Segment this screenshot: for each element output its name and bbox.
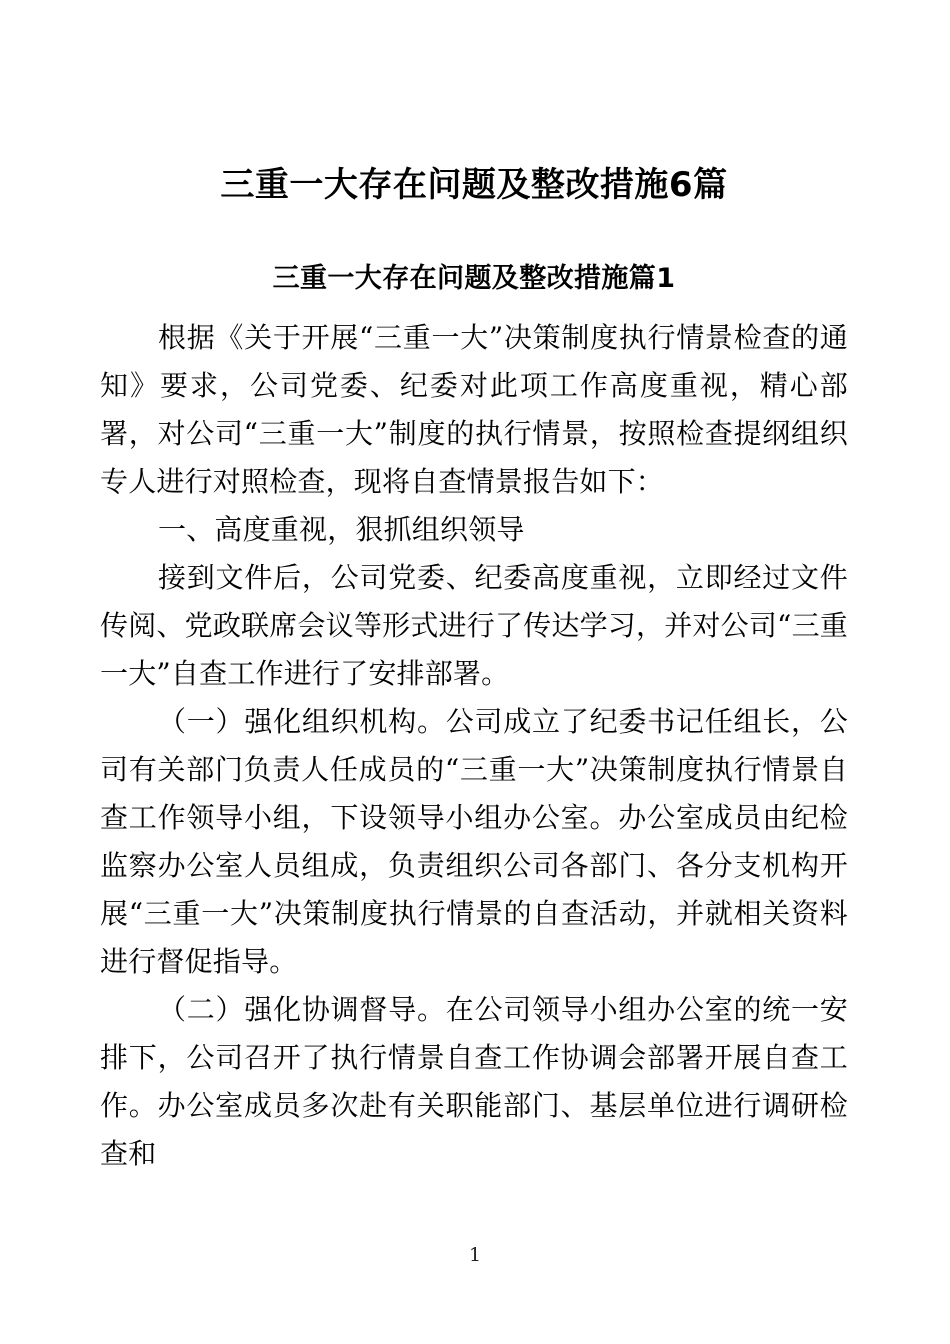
page-content [100,0,848,1178]
body-text [100,314,848,1178]
paragraph: 接到文件后，公司党委、纪委高度重视，立即经过文件传阅、党政联席会议等形式进行了传达学习，并对公司“三重一大”自查工作进行了安排部署。 [100,561,848,690]
paragraph: （二）强化协调督导。在公司领导小组办公室的统一安排下，公司召开了执行情景自查工作协调会部署开展自查工作。办公室成员多次赴有关职能部门、基层单位进行调研检查和 [100,993,848,1170]
paragraph: （一）强化组织机构。公司成立了纪委书记任组长，公司有关部门负责人任成员的“三重一大”决策制度执行情景自查工作领导小组，下设领导小组办公室。办公室成员由纪检监察办公室人员组成，负责组织公司各部门、各分支机构开展“三重一大”决策制度执行情景的自查活动，并就相关资料进行督促指导。 [100,705,848,978]
section-subtitle: 三重一大存在问题及整改措施篇1 [272,263,676,294]
paragraph: 根据《关于开展“三重一大”决策制度执行情景检查的通知》要求，公司党委、纪委对此项工作高度重视，精心部署，对公司“三重一大”制度的执行情景，按照检查提纲组织专人进行对照检查，现将自查情景报告如下： [100,321,848,498]
page-number: 1 [468,1244,482,1266]
paragraph-heading-one: 一、高度重视，狠抓组织领导 [158,513,525,546]
page-title: 三重一大存在问题及整改措施6篇 [220,165,728,205]
